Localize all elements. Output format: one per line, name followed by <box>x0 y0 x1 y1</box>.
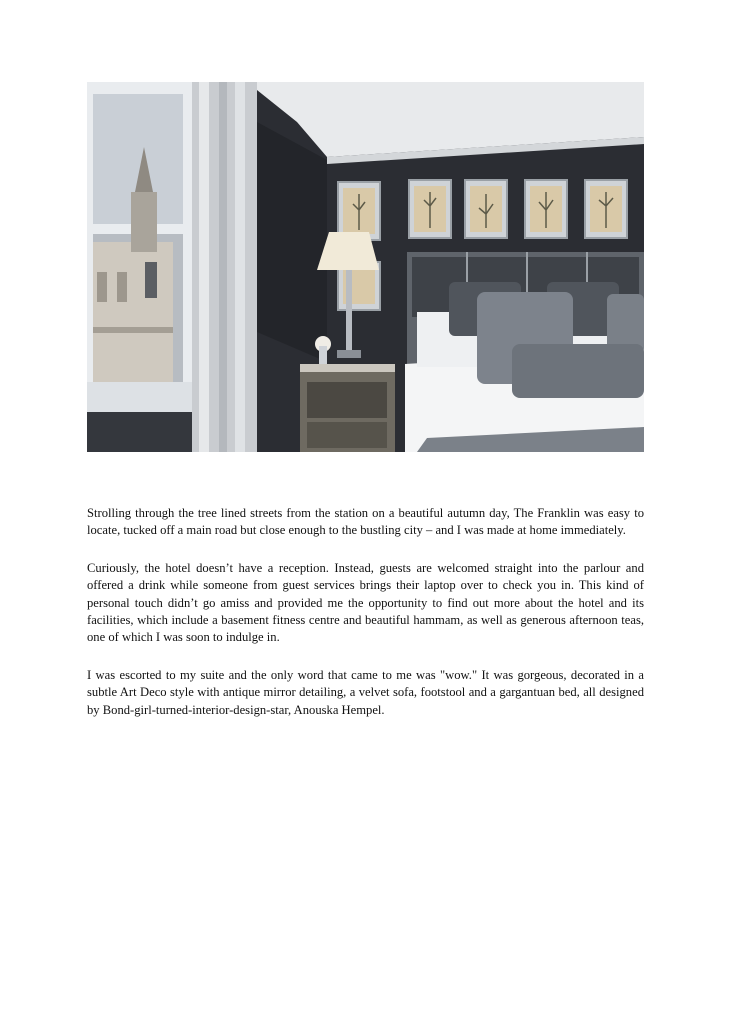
paragraph-suite: I was escorted to my suite and the only word that came to me was "wow." It was gorgeous, decorated in a subtle Art Deco style with antique mirror detailing, a velvet sofa, footstool and a gargantuan bed, all designed by Bond-girl-turned-interior-design-star, Anouska Hempel. <box>87 667 644 717</box>
paragraph-arrival: Strolling through the tree lined streets from the station on a beautiful autumn day, The Franklin was easy to locate, tucked off a main road but close enough to the bustling city – and I was made at home immediately. <box>87 506 644 538</box>
paragraph-check-in: Curiously, the hotel doesn’t have a reception. Instead, guests are welcomed straight into the parlour and offered a drink while someone from guest services brings their laptop over to check you in. This kind of personal touch didn’t go amiss and provided me the opportunity to find out more about the hotel and its facilities, which include a basement fitness centre and beautiful hammam, as well as generous afternoon teas, one of which I was soon to indulge in. <box>87 560 644 645</box>
article-body <box>87 505 644 739</box>
hotel-room-photo <box>87 82 644 452</box>
